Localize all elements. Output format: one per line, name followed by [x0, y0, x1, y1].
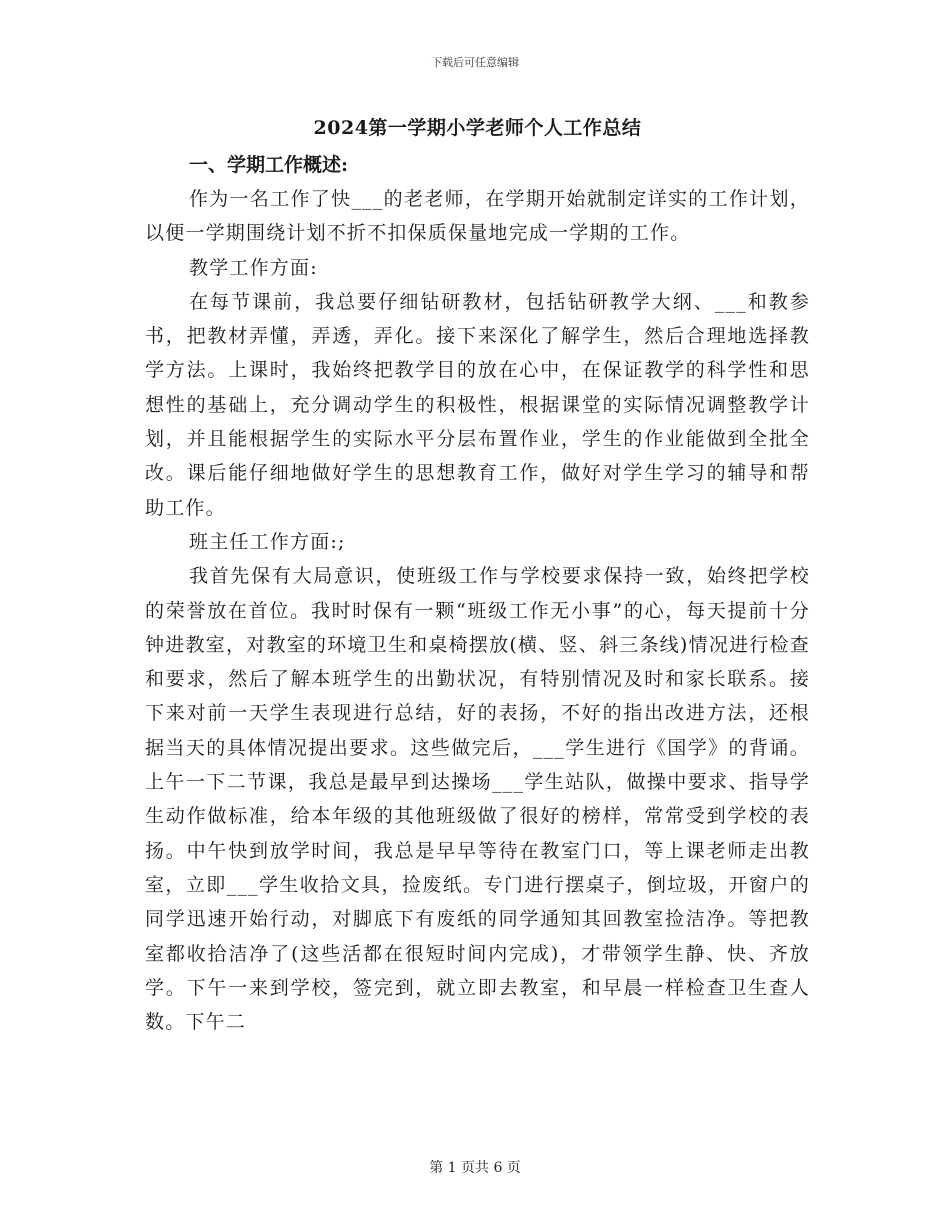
page-footer: 第 1 页共 6 页 [429, 1160, 521, 1176]
section-heading-overview: 一、学期工作概述: [189, 154, 349, 176]
paragraph-overview: 作为一名工作了快___的老老师，在学期开始就制定详实的工作计划，以便一学期围绕计划不折不扣保质保量地完成一学期的工作。 [145, 188, 810, 245]
page-header: 下载后可任意编辑 [431, 56, 519, 69]
subheading-class-teacher: 班主任工作方面:; [189, 530, 346, 553]
document-title: 2024第一学期小学老师个人工作总结 [313, 117, 642, 139]
paragraph-class-teacher: 我首先保有大局意识，使班级工作与学校要求保持一致，始终把学校的荣誉放在首位。我时时保有一颗“班级工作无小事”的心，每天提前十分钟进教室，对教室的环境卫生和桌椅摆放(横、竖、斜三条线)情况进行检查和要求，然后了解本班学生的出勤状况，有特别情况及时和家长联系。接下来对前一天学生表现进行总结，好的表扬，不好的指出改进方法，还根据当天的具体情况提出要求。这些做完后，___学生进行《国学》的背诵。上午一下二节课，我总是最早到达操场___学生站队，做操中要求、指导学生动作做标准，给本年级的其他班级做了很好的榜样，常常受到学校的表扬。中午快到放学时间，我总是早早等待在教室门口，等上课老师走出教室，立即___学生收拾文具，捡废纸。专门进行摆桌子，倒垃圾，开窗户的同学迅速开始行动，对脚底下有废纸的同学通知其回教室捡洁净。等把教室都收拾洁净了(这些活都在很短时间内完成)，才带领学生静、快、齐放学。下午一来到学校，签完到，就立即去教室，和早晨一样检查卫生查人数。下午二 [145, 565, 810, 1034]
document-body [145, 112, 810, 1039]
subheading-teaching: 教学工作方面: [189, 256, 318, 279]
paragraph-teaching: 在每节课前，我总要仔细钻研教材，包括钻研教学大纲、___和教参书，把教材弄懂，弄透，弄化。接下来深化了解学生，然后合理地选择教学方法。上课时，我始终把教学目的放在心中，在保证教学的科学性和思想性的基础上，充分调动学生的积极性，根据课堂的实际情况调整教学计划，并且能根据学生的实际水平分层布置作业，学生的作业能做到全批全改。课后能仔细地做好学生的思想教育工作，做好对学生学习的辅导和帮助工作。 [145, 290, 810, 519]
